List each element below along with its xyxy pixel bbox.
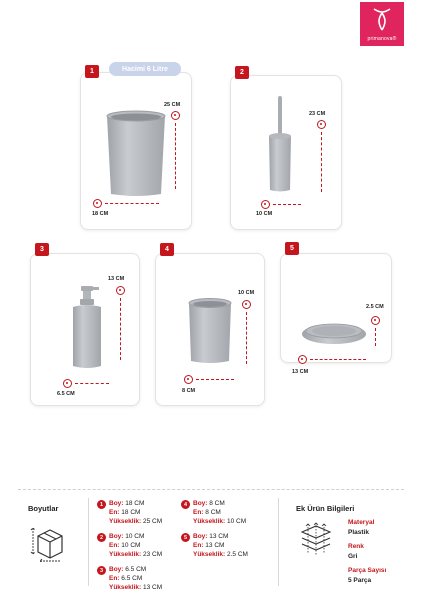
- section-separator: [88, 498, 89, 586]
- piece-count-value: 5 Parça: [348, 577, 372, 584]
- extra-info-title: Ek Ürün Bilgileri: [296, 504, 355, 513]
- volume-badge: Hacimi 6 Litre: [109, 62, 181, 76]
- width-marker-icon: [184, 375, 193, 384]
- width-dashed-line: [75, 383, 109, 384]
- height-marker-icon: [242, 300, 251, 309]
- spec-number-badge: 4: [181, 500, 190, 509]
- product-number-badge: 1: [85, 65, 99, 78]
- spec-block-4: Boy: 8 CM En: 8 CM Yükseklik: 10 CM: [193, 500, 247, 525]
- spec-block-2: Boy: 10 CM En: 10 CM Yükseklik: 23 CM: [109, 533, 163, 558]
- brand-logo: [360, 2, 404, 46]
- width-marker-icon: [298, 355, 307, 364]
- product-number-badge: 3: [35, 243, 49, 256]
- product-number-badge: 5: [285, 242, 299, 255]
- width-dashed-line: [105, 203, 159, 204]
- spec-number-badge: 5: [181, 533, 190, 542]
- material-label: Materyal: [348, 519, 375, 526]
- brand-mark-icon: [368, 5, 396, 33]
- width-dashed-line: [310, 359, 366, 360]
- toothbrush-cup-image: [186, 297, 234, 365]
- height-marker-icon: [171, 111, 180, 120]
- toilet-brush-image: [266, 96, 294, 194]
- height-dashed-line: [175, 123, 176, 189]
- width-dashed-line: [196, 379, 234, 380]
- height-dashed-line: [246, 312, 247, 364]
- height-dashed-line: [375, 328, 376, 346]
- trash-bin-image: [103, 110, 169, 198]
- material-layers-icon: [296, 522, 336, 558]
- width-marker-icon: [93, 199, 102, 208]
- product-number-badge: 2: [235, 66, 249, 79]
- spec-number-badge: 1: [97, 500, 106, 509]
- height-marker-icon: [371, 316, 380, 325]
- top-divider: [18, 489, 404, 490]
- width-marker-icon: [261, 200, 270, 209]
- width-label: 6.5 CM: [57, 391, 75, 397]
- width-dashed-line: [273, 204, 301, 205]
- spec-block-5: Boy: 13 CM En: 13 CM Yükseklik: 2.5 CM: [193, 533, 248, 558]
- spec-number-badge: 3: [97, 566, 106, 575]
- color-label: Renk: [348, 543, 364, 550]
- width-label: 10 CM: [256, 211, 273, 217]
- spec-block-3: Boy: 6.5 CM En: 6.5 CM Yükseklik: 13 CM: [109, 566, 163, 591]
- height-marker-icon: [317, 120, 326, 129]
- material-value: Plastik: [348, 529, 369, 536]
- height-dashed-line: [120, 298, 121, 360]
- section-separator: [278, 498, 279, 586]
- package-box-icon: [30, 524, 70, 562]
- width-marker-icon: [63, 379, 72, 388]
- width-label: 13 CM: [292, 369, 309, 375]
- dimensions-title: Boyutlar: [28, 504, 59, 513]
- logo-text: primanova®: [367, 36, 397, 42]
- piece-count-label: Parça Sayısı: [348, 567, 387, 574]
- height-label: 10 CM: [238, 290, 255, 296]
- height-label: 13 CM: [108, 276, 125, 282]
- height-dashed-line: [321, 132, 322, 192]
- height-label: 25 CM: [164, 102, 181, 108]
- spec-block-1: Boy: 18 CM En: 18 CM Yükseklik: 25 CM: [109, 500, 163, 525]
- width-label: 18 CM: [92, 211, 109, 217]
- height-label: 2.5 CM: [366, 304, 384, 310]
- soap-dish-image: [300, 318, 368, 346]
- height-marker-icon: [116, 286, 125, 295]
- product-number-badge: 4: [160, 243, 174, 256]
- height-label: 23 CM: [309, 111, 326, 117]
- color-value: Gri: [348, 553, 358, 560]
- width-label: 8 CM: [182, 388, 196, 394]
- soap-dispenser-image: [67, 280, 107, 370]
- spec-number-badge: 2: [97, 533, 106, 542]
